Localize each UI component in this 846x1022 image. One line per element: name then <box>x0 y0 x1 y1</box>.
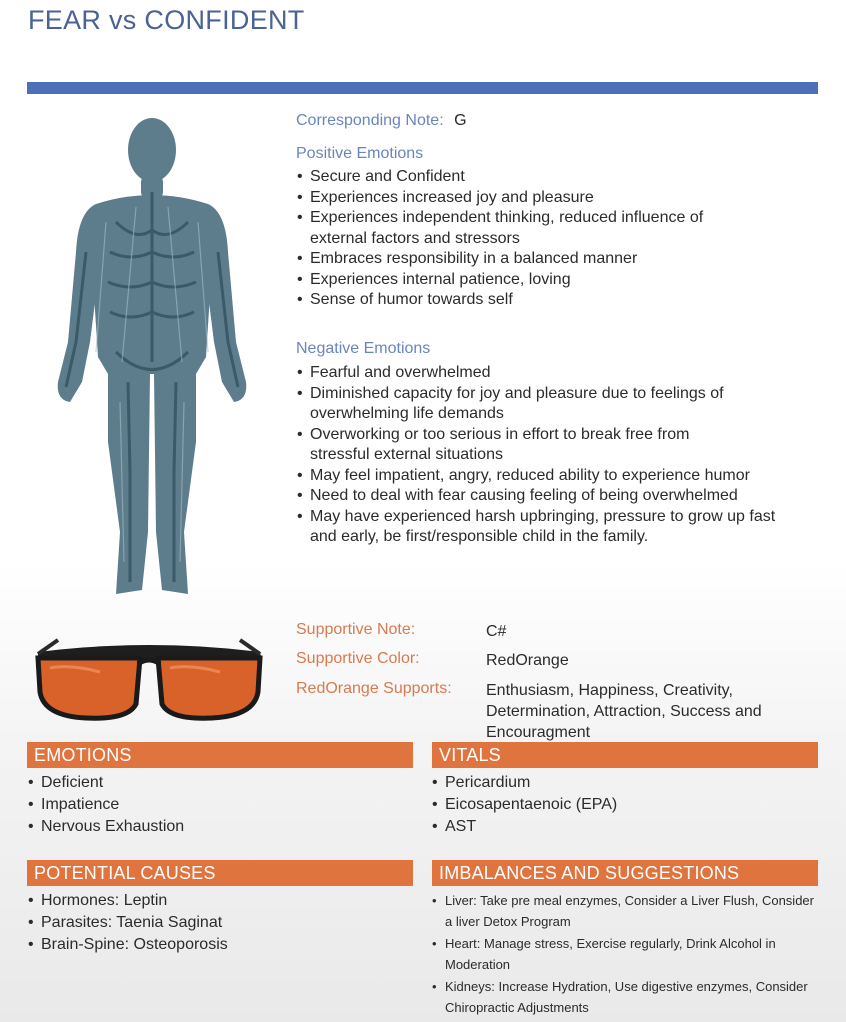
negative-emotions-heading: Negative Emotions <box>296 340 431 357</box>
list-item: • Embraces responsibility in a balanced manner <box>296 249 796 270</box>
list-item: • Brain-Spine: Osteoporosis <box>27 934 413 956</box>
list-item: • Sense of humor towards self <box>296 290 796 311</box>
list-item: • Need to deal with fear causing feeling of being overwhelmed <box>296 486 806 507</box>
list-item: • Experiences increased joy and pleasure <box>296 188 796 209</box>
supportive-color-label: Supportive Color: <box>296 650 420 667</box>
list-item: • Experiences internal patience, loving <box>296 270 796 291</box>
list-item: • Parasites: Taenia Saginat <box>27 912 413 934</box>
vitals-header: VITALS <box>432 742 818 768</box>
supportive-color-value: RedOrange <box>486 652 569 669</box>
list-item: • Overworking or too serious in effort to break free from stressful external situations <box>296 425 740 466</box>
list-item: • Liver: Take pre meal enzymes, Consider a Liver Flush, Consider a liver Detox Program <box>431 890 817 932</box>
list-item: • Fearful and overwhelmed <box>296 363 806 384</box>
potential-causes-list <box>27 890 413 956</box>
emotions-header: EMOTIONS <box>27 742 413 768</box>
list-item: • Kidneys: Increase Hydration, Use digestive enzymes, Consider Chiropractic Adjustments <box>431 976 817 1018</box>
imbalances-list <box>431 890 817 1018</box>
corresponding-note-label: Corresponding Note: <box>296 112 444 129</box>
supports-value: Enthusiasm, Happiness, Creativity, Determination, Attraction, Success and Encouragment <box>486 682 762 741</box>
list-item: • May feel impatient, angry, reduced ability to experience humor <box>296 466 806 487</box>
list-item: • Experiences independent thinking, reduced influence of external factors and stressors <box>296 208 750 249</box>
positive-emotions-heading: Positive Emotions <box>296 145 424 162</box>
orange-glasses-image <box>30 628 268 722</box>
list-item: • May have experienced harsh upbringing, pressure to grow up fast and early, be first/responsible child in the family. <box>296 507 802 548</box>
human-body-illustration <box>46 112 258 602</box>
list-item: • Diminished capacity for joy and pleasure due to feelings of overwhelming life demands <box>296 384 780 425</box>
list-item: • AST <box>431 816 817 838</box>
negative-emotions-list <box>296 363 806 548</box>
supportive-note-value: C# <box>486 623 507 640</box>
list-item: • Heart: Manage stress, Exercise regularly, Drink Alcohol in Moderation <box>431 933 817 975</box>
list-item: • Nervous Exhaustion <box>27 816 413 838</box>
title-rule <box>27 82 818 94</box>
corresponding-note <box>296 112 467 130</box>
imbalances-header: IMBALANCES AND SUGGESTIONS <box>432 860 818 886</box>
list-item: • Hormones: Leptin <box>27 890 413 912</box>
supports-label: RedOrange Supports: <box>296 680 452 697</box>
list-item: • Eicosapentaenoic (EPA) <box>431 794 817 816</box>
vitals-list <box>431 772 817 838</box>
list-item: • Impatience <box>27 794 413 816</box>
page-title: FEAR vs CONFIDENT <box>28 5 305 35</box>
supportive-note-label: Supportive Note: <box>296 621 416 638</box>
list-item: • Pericardium <box>431 772 817 794</box>
list-item: • Deficient <box>27 772 413 794</box>
list-item: • Secure and Confident <box>296 167 796 188</box>
corresponding-note-value: G <box>454 112 467 129</box>
positive-emotions-list <box>296 167 796 311</box>
potential-causes-header: POTENTIAL CAUSES <box>27 860 413 886</box>
emotions-list <box>27 772 413 838</box>
